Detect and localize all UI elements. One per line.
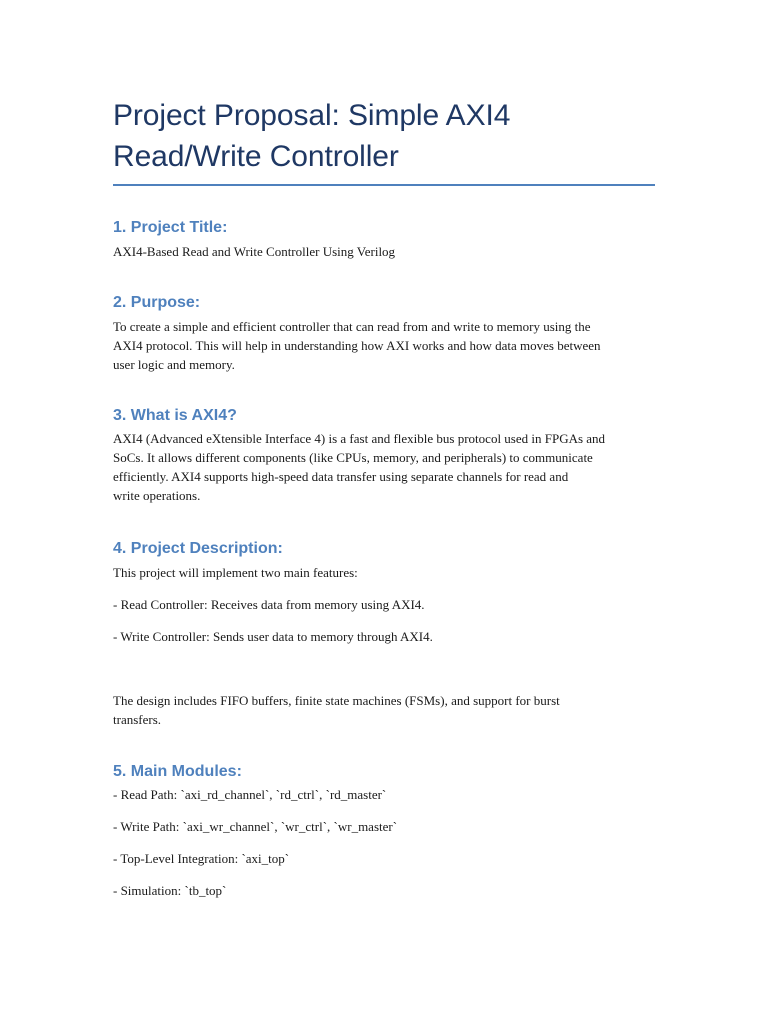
- purpose-line: user logic and memory.: [113, 357, 235, 372]
- design-line: The design includes FIFO buffers, finite state machines (FSMs), and support for burst: [113, 693, 560, 708]
- section-project-description: [113, 539, 655, 729]
- axi4-line: AXI4 (Advanced eXtensible Interface 4) is a fast and flexible bus protocol used in FPGAs and: [113, 431, 606, 446]
- design-line: transfers.: [113, 712, 162, 727]
- section-project-title: [113, 218, 655, 261]
- document-title: [113, 95, 655, 177]
- section-heading-main-modules: 5. Main Modules:: [113, 763, 242, 780]
- description-intro: This project will implement two main features:: [113, 565, 358, 580]
- section-heading-project-title: 1. Project Title:: [113, 219, 228, 236]
- title-underline: [113, 184, 655, 186]
- module-top-level: - Top-Level Integration: `axi_top`: [113, 851, 290, 866]
- design-paragraph: [113, 691, 655, 729]
- section-purpose: [113, 293, 655, 374]
- purpose-line: To create a simple and efficient controller that can read from and write to memory using the: [113, 319, 591, 334]
- document-content: [113, 95, 655, 900]
- purpose-line: AXI4 protocol. This will help in understanding how AXI works and how data moves between: [113, 338, 601, 353]
- section-heading-what-is-axi4: 3. What is AXI4?: [113, 407, 237, 424]
- feature-write-controller: - Write Controller: Sends user data to memory through AXI4.: [113, 629, 433, 644]
- section-what-is-axi4: [113, 406, 655, 505]
- section-heading-project-description: 4. Project Description:: [113, 540, 283, 557]
- section-heading-purpose: 2. Purpose:: [113, 294, 201, 311]
- document-title-line2: Read/Write Controller: [113, 140, 399, 173]
- project-title-text: AXI4-Based Read and Write Controller Using Verilog: [113, 244, 396, 259]
- axi4-paragraph: [113, 429, 655, 505]
- document-title-line1: Project Proposal: Simple AXI4: [113, 99, 511, 132]
- axi4-line: SoCs. It allows different components (like CPUs, memory, and peripherals) to communicate: [113, 450, 593, 465]
- section-main-modules: [113, 762, 655, 900]
- feature-read-controller: - Read Controller: Receives data from memory using AXI4.: [113, 597, 425, 612]
- module-simulation: - Simulation: `tb_top`: [113, 883, 227, 898]
- axi4-line: efficiently. AXI4 supports high-speed data transfer using separate channels for read and: [113, 469, 569, 484]
- module-read-path: - Read Path: `axi_rd_channel`, `rd_ctrl`, `rd_master`: [113, 787, 387, 802]
- purpose-paragraph: [113, 317, 655, 374]
- module-write-path: - Write Path: `axi_wr_channel`, `wr_ctrl`, `wr_master`: [113, 819, 398, 834]
- axi4-line: write operations.: [113, 488, 201, 503]
